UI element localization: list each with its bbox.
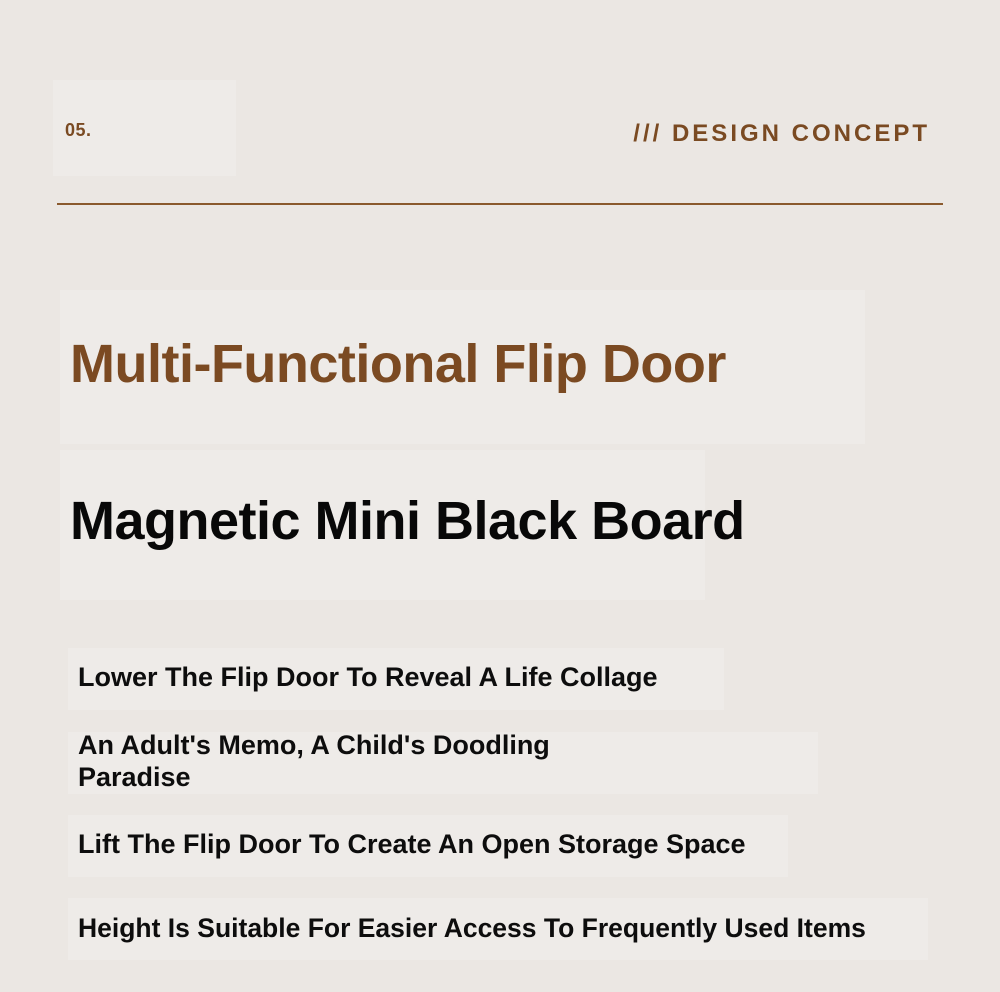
header-divider	[57, 203, 943, 205]
section-label: /// DESIGN CONCEPT	[633, 120, 930, 147]
section-number: 05.	[65, 120, 92, 140]
page-title: Multi-Functional Flip Door	[70, 334, 726, 394]
feature-text-3: Lift The Flip Door To Create An Open Storage Space	[78, 829, 746, 859]
feature-text-2: An Adult's Memo, A Child's Doodling Paradise	[78, 730, 550, 792]
feature-text-4: Height Is Suitable For Easier Access To Frequently Used Items	[78, 913, 866, 943]
page-subtitle: Magnetic Mini Black Board	[70, 491, 745, 551]
feature-text-1: Lower The Flip Door To Reveal A Life Collage	[78, 662, 658, 692]
